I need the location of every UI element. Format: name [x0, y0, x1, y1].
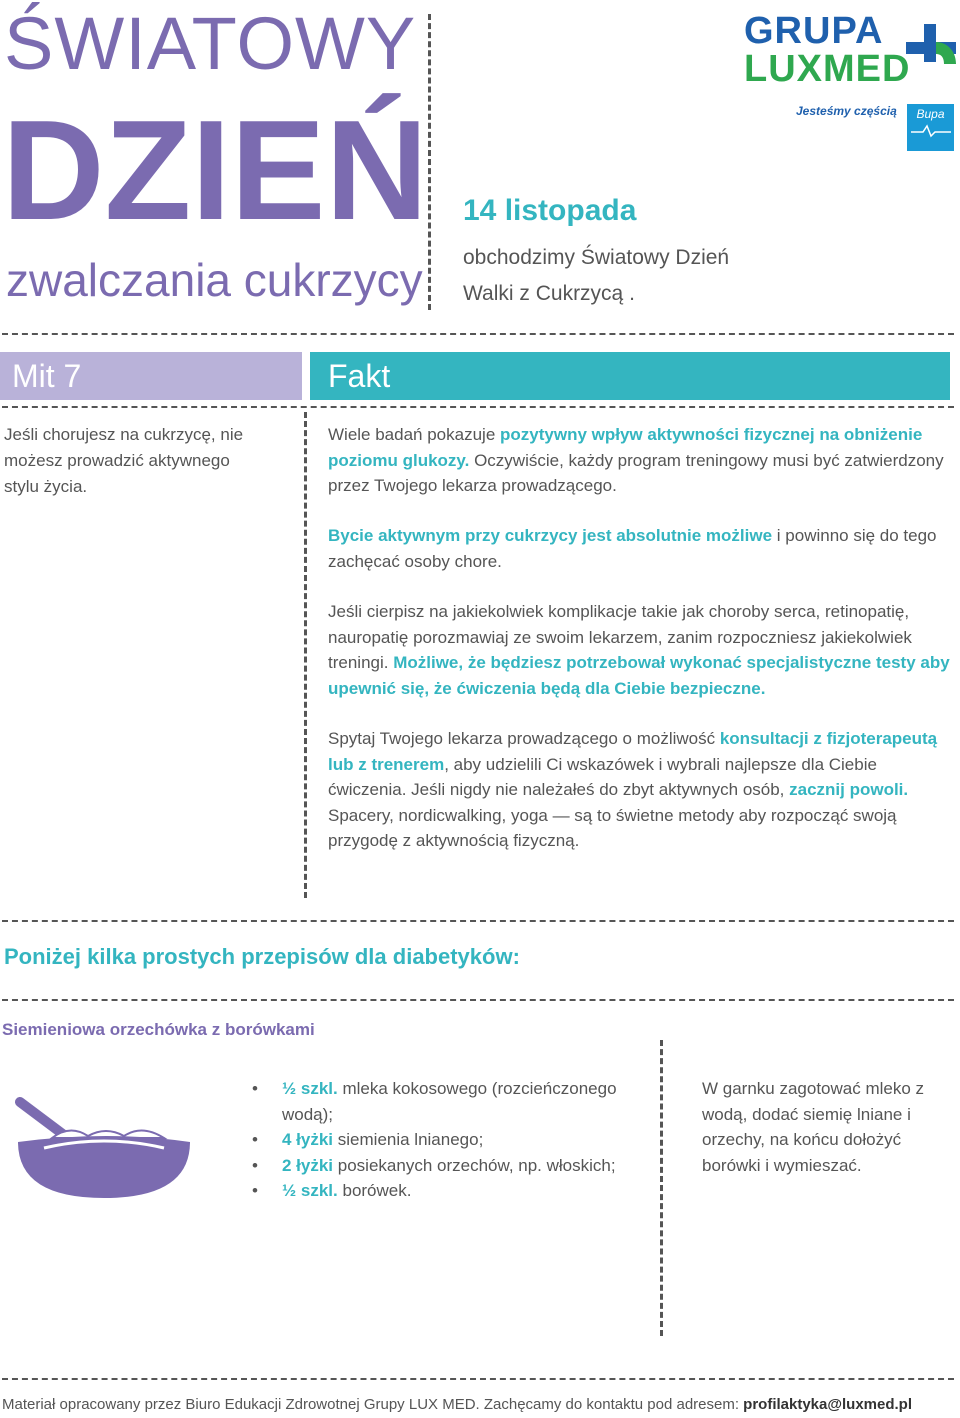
footer-separator [2, 1378, 954, 1380]
fact-p4-text-3: Spacery, nordicwalking, yoga — są to świetne metody aby rozpocząć swoją przygodę z aktywnością fizyczną. [328, 805, 897, 850]
fact-bar [310, 352, 950, 400]
fact-p1-text: Wiele badań pokazuje [328, 425, 501, 444]
fact-p4-text: Spytaj Twojego lekarza prowadzącego o możliwość [328, 729, 720, 748]
bars-separator [2, 406, 954, 408]
event-description [463, 240, 763, 312]
bupa-heartbeat-icon [911, 124, 951, 138]
ingredient-text: mleka kokosowego (rozcieńczonego wodą); [282, 1079, 617, 1124]
ingredient-text: siemienia lnianego; [333, 1130, 484, 1149]
header-divider [428, 14, 431, 310]
event-description-line2: Walki z Cukrzycą . [463, 282, 635, 305]
myth-label: Mit 7 [12, 358, 82, 394]
fact-p4-highlight-2: zacznij powoli. [789, 780, 909, 799]
fact-p1-highlight: pozytywny wpływ aktywności fizycznej na obniżenie poziomu glukozy. [328, 425, 923, 470]
footer-text: Materiał opracowany przez Biuro Edukacji Zdrowotnej Grupy LUX MED. Zachęcamy do kontaktu pod adresem: [2, 1396, 744, 1413]
title-line1: ŚWIATOWY [4, 2, 417, 85]
myth-text: Jeśli chorujesz na cukrzycę, nie możesz prowadzić aktywnego stylu życia. [4, 425, 244, 496]
fact-p4-text-2: , aby udzielili Ci wskazówek i wybrali najlepsze dla Ciebie ćwiczenia. Jeśli nigdy nie należałeś do zbyt aktywnych osób, [328, 754, 877, 799]
myth-bar [0, 352, 302, 400]
logo-text-grupa: GRUPA [744, 10, 884, 52]
recipes-section-title: Poniżej kilka prostych przepisów dla diabetyków: [4, 944, 520, 969]
bupa-label: Bupa [916, 107, 945, 121]
fact-paragraph-1 [328, 422, 953, 499]
fact-label: Fakt [328, 358, 391, 394]
fact-p4-highlight-1: konsultacji z fizjoterapeutą lub z trenerem [328, 729, 938, 774]
event-date: 14 listopada [463, 194, 637, 227]
footer-email[interactable]: profilaktyka@luxmed.pl [743, 1396, 913, 1413]
recipes-separator [2, 999, 954, 1001]
ingredient-text: posiekanych orzechów, np. włoskich; [333, 1155, 616, 1175]
list-item [252, 1127, 632, 1153]
ingredient-qty: ½ szkl. [282, 1079, 338, 1098]
luxmed-cross-icon [906, 24, 956, 76]
bupa-logo [907, 104, 954, 151]
fact-paragraph-2 [328, 523, 953, 574]
ingredient-qty: ½ szkl. [282, 1181, 338, 1200]
bowl-icon [14, 1092, 194, 1202]
list-item [252, 1178, 632, 1204]
recipe-instructions: W garnku zagotować mleko z wodą, dodać siemię lniane i orzechy, na końcu dołożyć borówki i wymieszać. [702, 1079, 925, 1175]
list-item [252, 1076, 632, 1127]
recipe-title: Siemieniowa orzechówka z borówkami [2, 1020, 315, 1039]
fact-paragraph-4 [328, 726, 953, 854]
footer [2, 1396, 912, 1413]
logo-text-luxmed: LUXMED [744, 48, 911, 90]
title-line2: DZIEŃ [2, 91, 428, 250]
ingredient-text: borówek. [337, 1181, 412, 1200]
fact-p1-text-2: Oczywiście, każdy program treningowy musi być zatwierdzony przez Twojego lekarza prowadzącego. [328, 450, 944, 495]
recipe-divider [660, 1040, 663, 1336]
list-item [252, 1153, 632, 1179]
event-description-line1: obchodzimy Światowy Dzień [463, 246, 730, 269]
header-separator [2, 333, 954, 335]
fact-p3-highlight: Możliwe, że będziesz potrzebował wykonać specjalistyczne testy aby upewnić się, że ćwiczenia będą dla Ciebie bezpieczne. [328, 653, 950, 698]
fact-p2-text: i powinno się do tego zachęcać osoby chore. [328, 526, 937, 571]
ingredients-list [252, 1076, 632, 1204]
myth-fact-divider [304, 412, 307, 898]
fact-p3-text: Jeśli cierpisz na jakiekolwiek komplikacje takie jak choroby serca, retinopatię, nauropatię porozmawiaj ze swoim lekarzem, zanim rozpoczniesz jakiekolwiek treningi. [328, 602, 912, 672]
ingredient-qty: 4 łyżki [282, 1130, 334, 1149]
title-line3: zwalczania cukrzycy [6, 254, 423, 306]
fact-separator [2, 920, 954, 922]
ingredient-qty: 2 łyżki [282, 1155, 334, 1175]
logo-tagline: Jesteśmy częścią [796, 104, 897, 118]
fact-paragraph-3 [328, 599, 953, 701]
fact-p2-highlight: Bycie aktywnym przy cukrzycy jest absolutnie możliwe [328, 526, 773, 545]
